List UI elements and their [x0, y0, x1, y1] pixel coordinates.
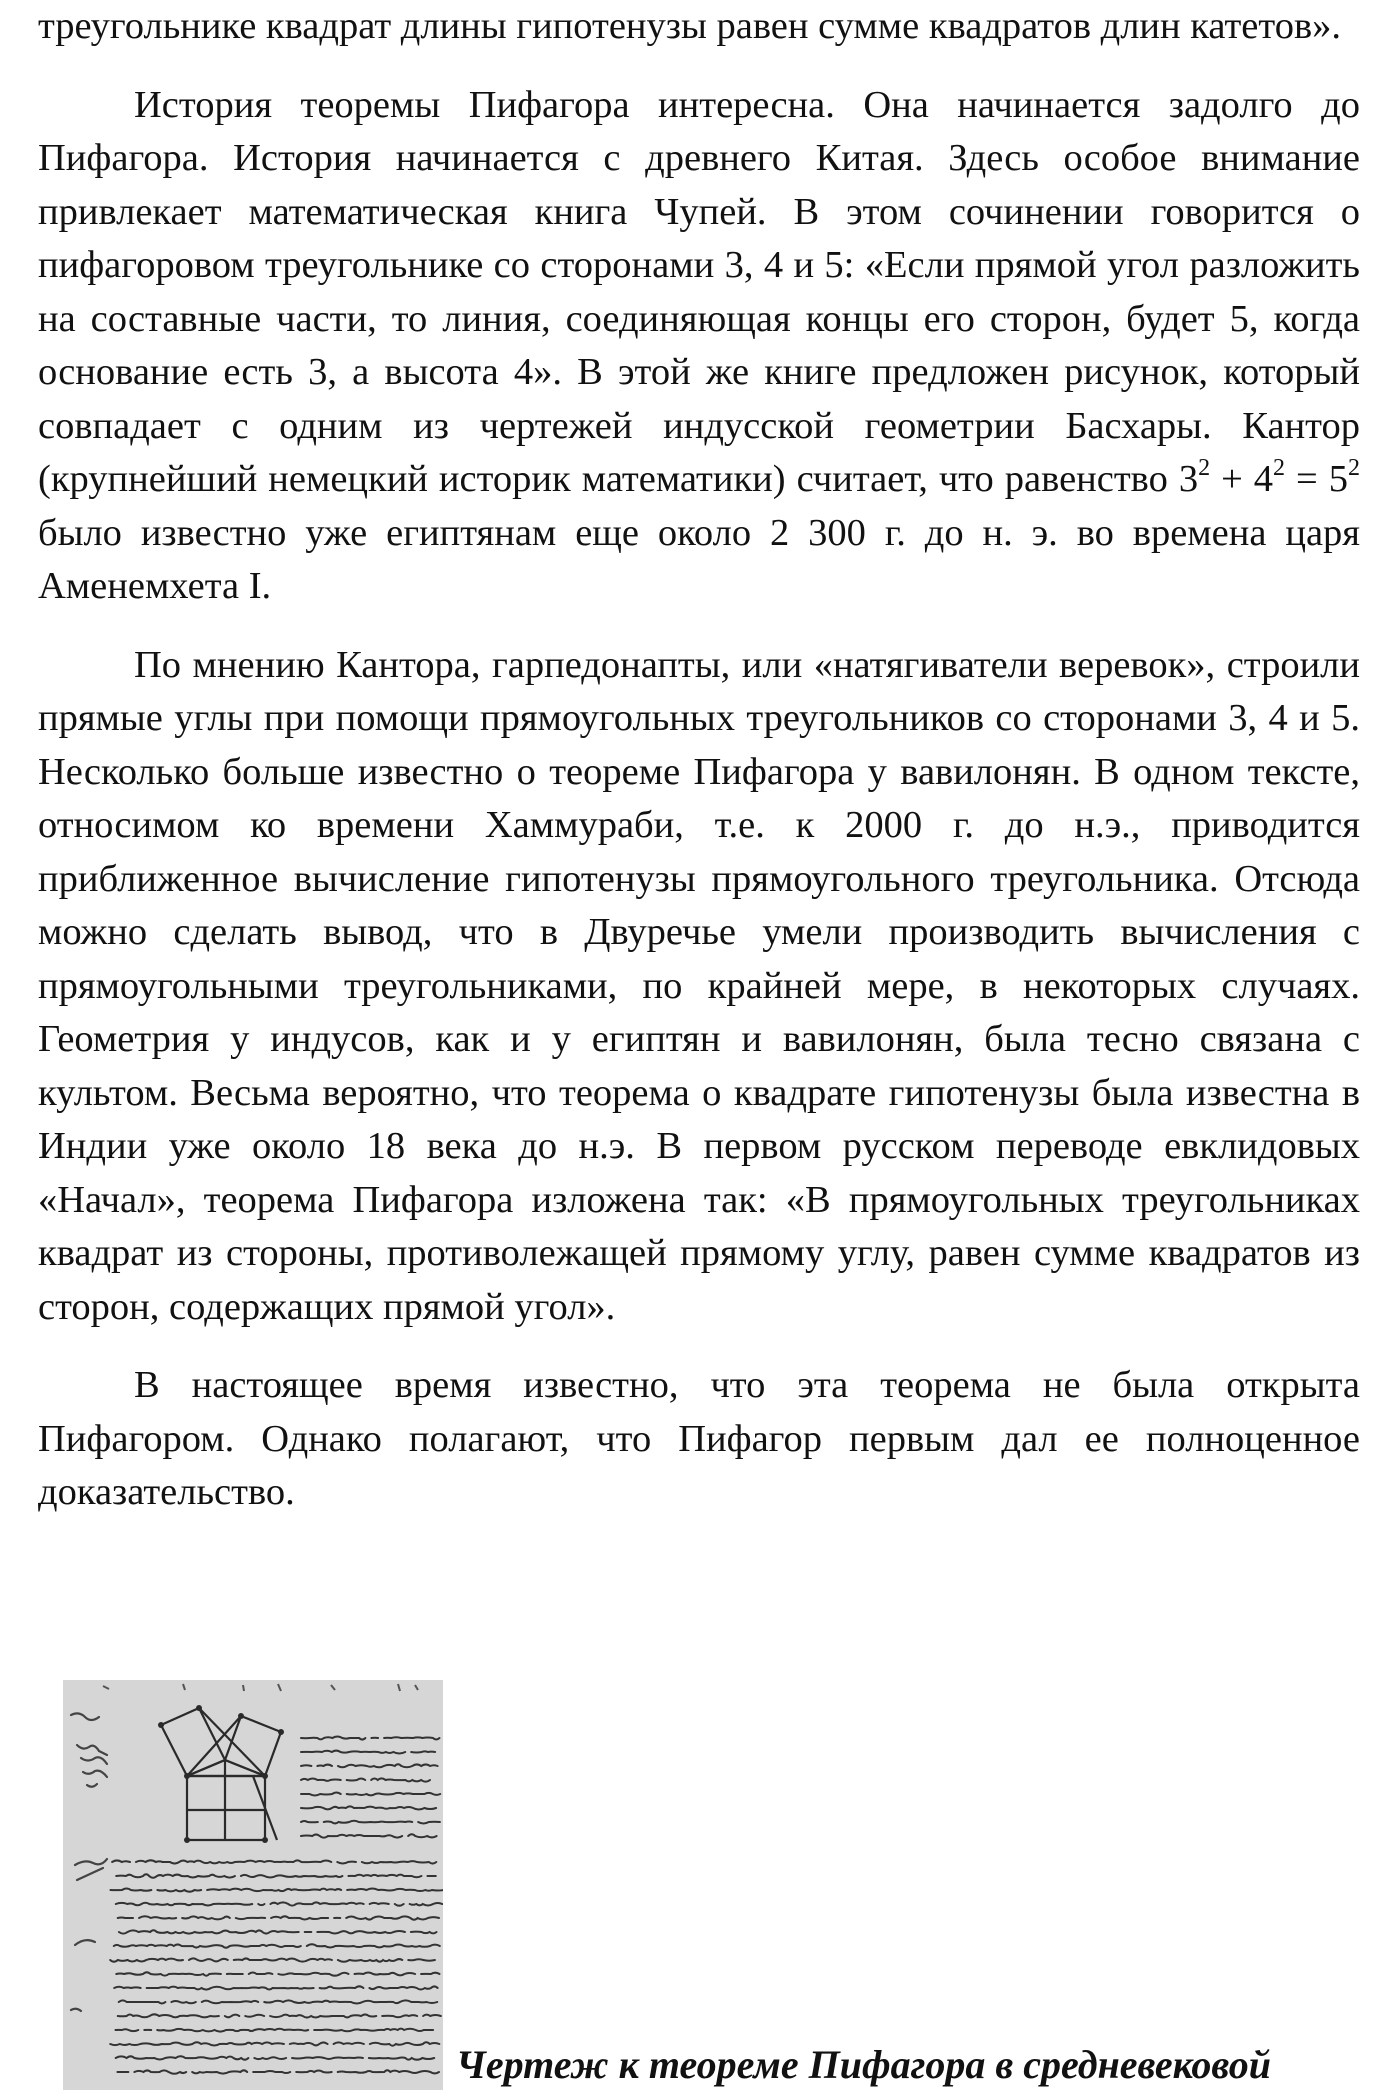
- paragraph-text-before-formula: История теоремы Пифагора интересна. Она начинается задолго до Пифагора. История начинается с древнего Китая. Здесь особое внимание привлекает математическая книга Чупей. В этом сочинении говорится о пифагоровом треугольнике со сторонами 3, 4 и 5: «Если прямой угол разложить на составные части, то линия, соединяющая концы его сторон, будет 5, когда основание есть 3, а высота 4». В этой же книге предложен рисунок, который совпадает с одним из чертежей индусской геометрии Басхары. Кантор (крупнейший немецкий историк математики) считает, что равенство: [38, 83, 1360, 500]
- figure-caption: Чертеж к теореме Пифагора в средневековой: [456, 2042, 1271, 2087]
- paragraph-cantor-babylon: По мнению Кантора, гарпедонапты, или «натягиватели веревок», строили прямые углы при помощи прямоугольных треугольников со сторонами 3, 4 и 5. Несколько больше известно о теореме Пифагора у вавилонян. В одном тексте, относимом ко времени Хаммураби, т.е. к 2000 г. до н.э., приводится приближенное вычисление гипотенузы прямоугольного треугольника. Отсюда можно сделать вывод, что в Двуречье умели производить вычисления с прямоугольными треугольниками, по крайней мере, в некоторых случаях. Геометрия у индусов, как и у египтян и вавилонян, была тесно связана с культом. Весьма вероятно, что теорема о квадрате гипотенузы была известна в Индии уже около 18 века до н.э. В первом русском переводе евклидовых «Начал», теорема Пифагора изложена так: «В прямоугольных треугольниках квадрат из стороны, противолежащей прямому углу, равен сумме квадратов из сторон, содержащих прямой угол».: [38, 643, 1360, 1328]
- equation-3-4-5: $3^2 + 4^2 = 5^2$: [1178, 455, 1360, 500]
- manuscript-figure: [63, 1680, 443, 2090]
- document-page: [38, 0, 1360, 1520]
- manuscript-drawing: [63, 1680, 443, 2090]
- paragraph-conclusion: В настоящее время известно, что эта теорема не была открыта Пифагором. Однако полагают, что Пифагор первым дал ее полноценное доказательство.: [38, 1364, 1360, 1513]
- paragraph-history-china: [38, 79, 1360, 614]
- paragraph-continuation: треугольнике квадрат длины гипотенузы равен сумме квадратов длин катетов».: [38, 5, 1342, 47]
- paragraph-text-after-formula: было известно уже египтянам еще около 2 300 г. до н. э. во времена царя Аменемхета I.: [38, 511, 1360, 607]
